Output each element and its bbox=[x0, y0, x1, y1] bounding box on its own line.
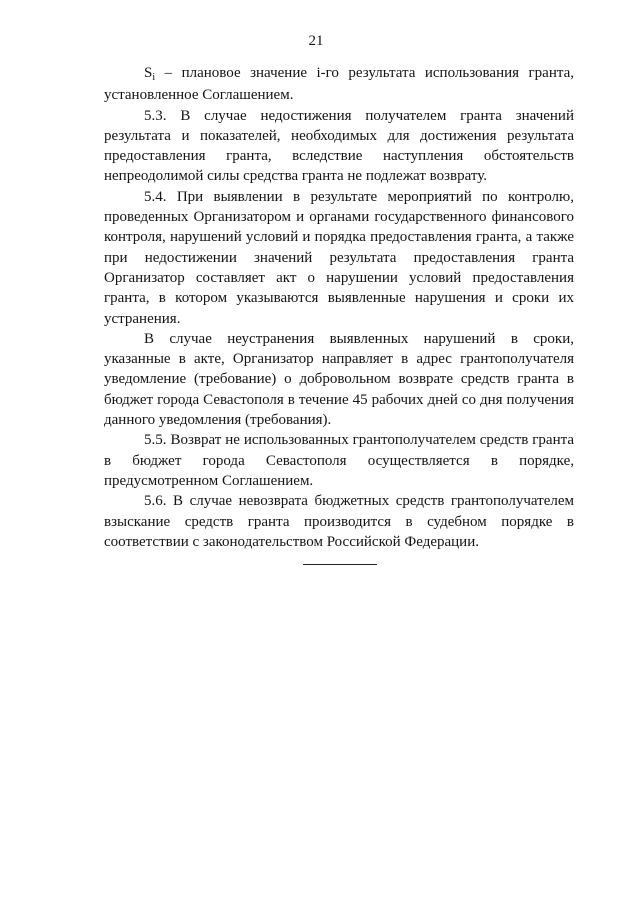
paragraph-5-4-continuation: В случае неустранения выявленных нарушений в сроки, указанные в акте, Организатор направляет в адрес грантополучателя уведомление (требование) о добровольном возврате средств гранта в бюджет города Севастополя в течение 45 рабочих дней со дня получения данного уведомления (требования). bbox=[104, 330, 574, 429]
paragraph-5-3: 5.3. В случае недостижения получателем гранта значений результата и показателей, необходимых для достижения результата предоставления гранта, вследствие наступления обстоятельств непреодолимой силы средства гранта не подлежат возврату. bbox=[104, 107, 574, 185]
formula-subscript: i bbox=[152, 72, 156, 83]
page-number: 21 bbox=[308, 33, 324, 49]
formula-symbol: S bbox=[144, 65, 153, 81]
paragraph-5-4: 5.4. При выявлении в результате мероприятий по контролю, проведенных Организатором и органами государственного финансового контроля, нарушений условий и порядка предоставления гранта, а также при недостижении значений результата предоставления гранта Организатор составляет акт о нарушении условий предоставления гранта, в котором указываются выявленные нарушения и сроки их устранения. bbox=[104, 188, 574, 327]
paragraph-5-5: 5.5. Возврат не использованных грантополучателем средств гранта в бюджет города Севастополя осуществляется в порядке, предусмотренном Соглашением. bbox=[104, 432, 574, 489]
paragraph-5-6: 5.6. В случае невозврата бюджетных средств грантополучателем взыскание средств гранта производится в судебном порядке в соответствии с законодательством Российской Федерации. bbox=[104, 493, 574, 550]
formula-definition-text: – плановое значение i-го результата использования гранта, установленное Соглашением. bbox=[104, 65, 574, 104]
end-of-document-rule bbox=[303, 564, 377, 565]
formula-definition-paragraph bbox=[104, 63, 574, 106]
document-body bbox=[104, 63, 574, 552]
